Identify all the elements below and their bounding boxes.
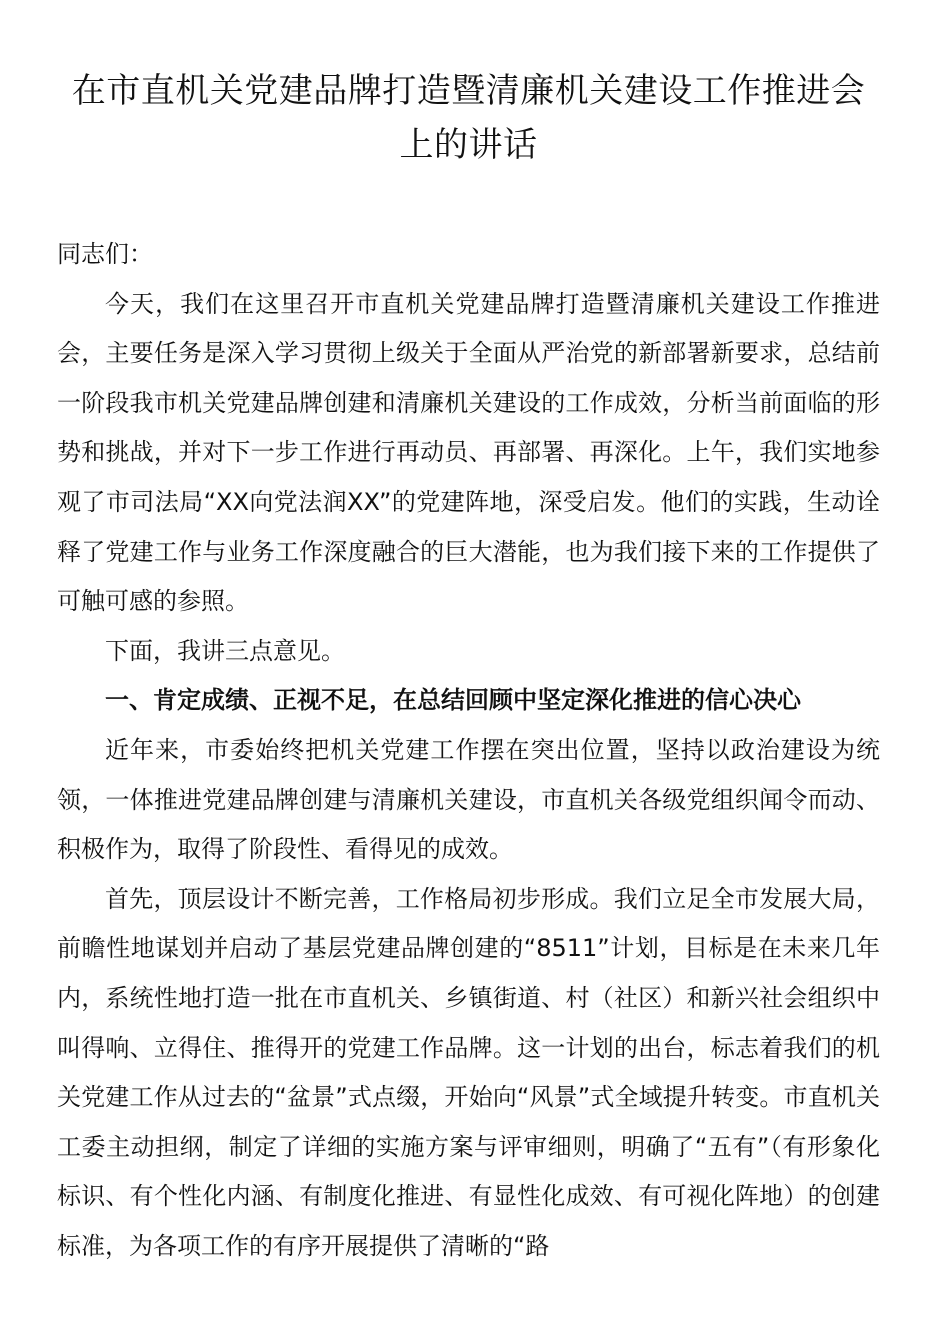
paragraph-intro: 今天，我们在这里召开市直机关党建品牌打造暨清廉机关建设工作推进会，主要任务是深入学习贯彻上级关于全面从严治党的新部署新要求，总结前一阶段我市机关党建品牌创建和清廉机关建设的工作成效，分析当前面临的形势和挑战，并对下一步工作进行再动员、再部署、再深化。上午，我们实地参观了市司法局“XX向党法润XX”的党建阵地，深受启发。他们的实践，生动诠释了党建工作与业务工作深度融合的巨大潜能，也为我们接下来的工作提供了可触可感的参照。 bbox=[57, 289, 880, 616]
salutation: 同志们： bbox=[57, 240, 153, 268]
paragraph-section-overview: 近年来，市委始终把机关党建工作摆在突出位置，坚持以政治建设为统领，一体推进党建品牌创建与清廉机关建设，市直机关各级党组织闻令而动、积极作为，取得了阶段性、看得见的成效。 bbox=[57, 735, 880, 864]
document-title: 在市直机关党建品牌打造暨清廉机关建设工作推进会上的讲话 bbox=[71, 71, 866, 165]
section-heading: 一、肯定成绩、正视不足，在总结回顾中坚定深化推进的信心决心 bbox=[105, 686, 801, 715]
paragraph-transition: 下面，我讲三点意见。 bbox=[105, 636, 345, 665]
document-body bbox=[57, 230, 880, 1271]
paragraph-section-first-point: 首先，顶层设计不断完善，工作格局初步形成。我们立足全市发展大局，前瞻性地谋划并启动了基层党建品牌创建的“8511”计划，目标是在未来几年内，系统性地打造一批在市直机关、乡镇街道、村（社区）和新兴社会组织中叫得响、立得住、推得开的党建工作品牌。这一计划的出台，标志着我们的机关党建工作从过去的“盆景”式点缀，开始向“风景”式全域提升转变。市直机关工委主动担纲，制定了详细的实施方案与评审细则，明确了“五有”（有形象化标识、有个性化内涵、有制度化推进、有显性化成效、有可视化阵地）的创建标准，为各项工作的有序开展提供了清晰的“路 bbox=[57, 884, 880, 1260]
